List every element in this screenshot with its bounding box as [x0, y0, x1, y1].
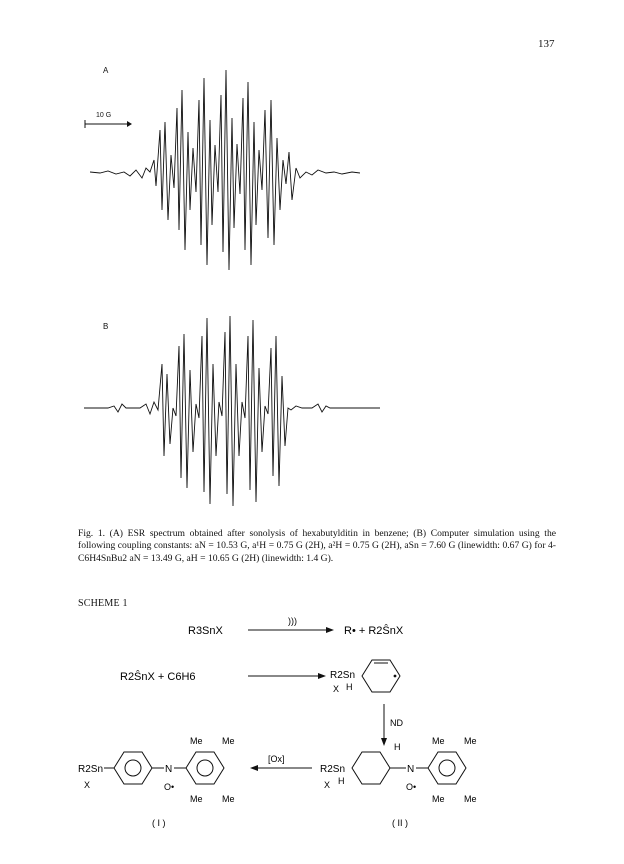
compound-ii-me-2: Me	[464, 736, 477, 746]
cyclohexadienyl-x: X	[333, 684, 340, 694]
esr-spectrum-experimental	[90, 60, 360, 280]
compound-ii-h: H	[338, 776, 345, 786]
compound-i-ring-1	[114, 752, 152, 784]
compound-ii-n: N	[407, 764, 415, 775]
panel-b-label: B	[103, 322, 109, 331]
compound-ii-me-3: Me	[432, 794, 445, 804]
cyclohexadienyl-ring	[362, 660, 400, 692]
esr-spectrum-simulation	[84, 306, 380, 512]
compound-ii-me-4: Me	[464, 794, 477, 804]
cyclohexadienyl-h: H	[346, 682, 353, 692]
compound-i-o: O•	[164, 782, 175, 792]
arrow-sonolysis-label: )))	[288, 616, 297, 626]
compound-i-ring-2	[186, 752, 224, 784]
reaction-scheme	[60, 612, 560, 852]
compound-ii-h2: H	[394, 742, 401, 752]
compound-ii-label: ( II )	[392, 818, 408, 828]
page-number: 137	[538, 38, 555, 50]
compound-i-me-3: Me	[190, 794, 203, 804]
scheme-title: SCHEME 1	[78, 598, 128, 609]
compound-i-r2sn: R2Sn	[78, 764, 104, 775]
compound-i-n: N	[165, 764, 173, 775]
figure-caption: Fig. 1. (A) ESR spectrum obtained after sonolysis of hexabutylditin in benzene; (B) Computer simulation using the following coupling constants: aN = 10.53 G, a¹H = 0.75 G (2H), a²H = 0.75 G (2H), aSn = 7.60 G (linewidth: 0.67 G) for 4-C6H4SnBu2 aN = 13.49 G, aH = 10.65 G (2H) (linewidth: 1.4 G).	[78, 528, 556, 564]
products-row-1: R• + R2ŜnX	[344, 625, 404, 637]
compound-i-x: X	[84, 780, 91, 790]
compound-ii-o: O•	[406, 782, 417, 792]
compound-ii-ring-1	[352, 752, 390, 784]
panel-a-label: A	[103, 66, 109, 75]
scale-bar-label: 10 G	[96, 112, 112, 119]
reagent-r3snx: R3SnX	[188, 625, 223, 637]
cyclohexadienyl-r2sn: R2Sn	[330, 670, 356, 681]
compound-ii-me-1: Me	[432, 736, 445, 746]
compound-i-me-2: Me	[222, 736, 235, 746]
compound-i-me-4: Me	[222, 794, 235, 804]
reagent-r2snx-benzene: R2ŜnX + C6H6	[120, 671, 196, 683]
compound-i-label: ( I )	[152, 818, 166, 828]
compound-ii-x: X	[324, 780, 331, 790]
arrow-oxidation-label: [Ox]	[268, 754, 285, 764]
compound-ii-r2sn: R2Sn	[320, 764, 346, 775]
compound-ii-ring-2	[428, 752, 466, 784]
compound-i-me-1: Me	[190, 736, 203, 746]
arrow-nd-label: ND	[390, 718, 403, 728]
